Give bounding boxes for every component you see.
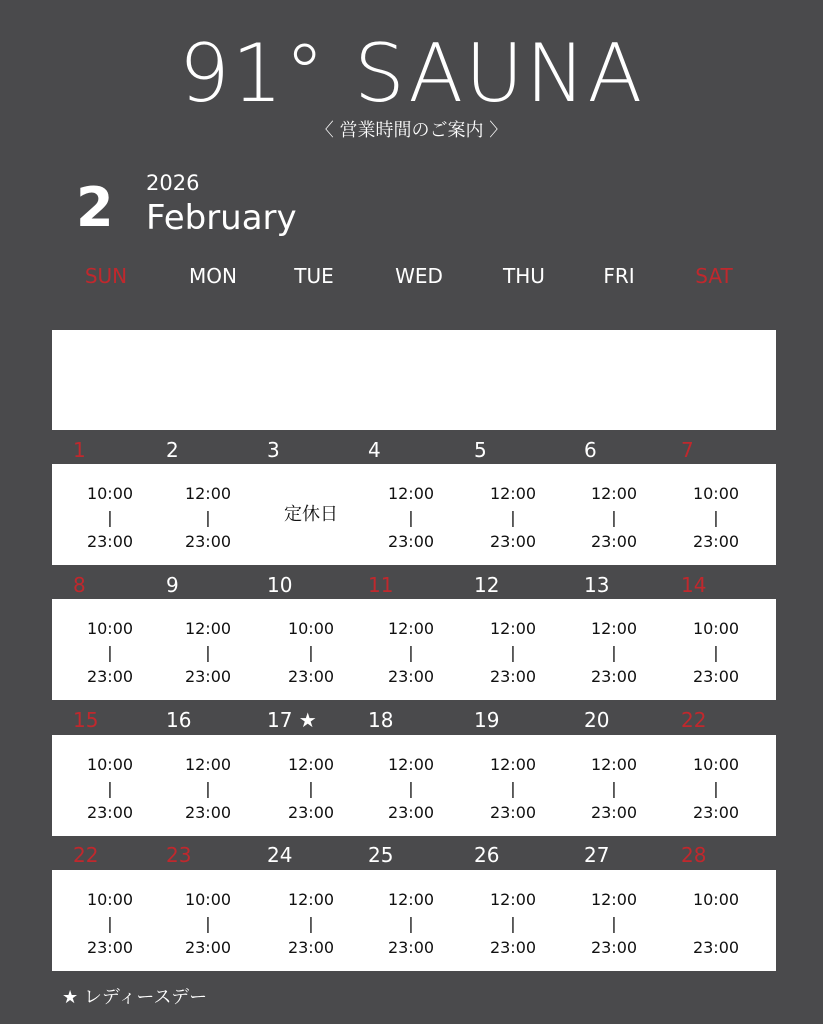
close-time: 23:00 [692,532,740,551]
close-time: 23:00 [86,938,134,957]
open-time: 12:00 [590,890,638,909]
day-hours [361,482,461,554]
close-time: 23:00 [692,803,740,822]
close-time: 23:00 [86,803,134,822]
date-number: 28 [681,843,707,867]
date-number: 20 [584,708,610,732]
time-separator: | [510,914,516,933]
weekday-sun: SUN [84,264,128,288]
time-separator: | [205,508,211,527]
close-time: 23:00 [184,532,232,551]
day-hours [60,482,160,554]
time-separator: | [510,508,516,527]
time-separator: | [205,779,211,798]
date-number: 14 [681,573,707,597]
day-hours [261,753,361,825]
time-separator: | [308,779,314,798]
open-time: 10:00 [86,890,134,909]
open-time: 12:00 [590,484,638,503]
close-time: 23:00 [287,938,335,957]
time-separator: | [611,914,617,933]
date-number: 24 [267,843,293,867]
close-time: 23:00 [590,532,638,551]
date-number: 23 [166,843,192,867]
day-hours [158,482,258,554]
date-number: 12 [474,573,500,597]
time-separator: | [713,508,719,527]
day-hours [60,753,160,825]
close-time: 23:00 [489,803,537,822]
open-time: 12:00 [184,619,232,638]
time-separator: | [107,508,113,527]
open-time: 10:00 [86,755,134,774]
open-time: 12:00 [287,890,335,909]
logo: 91° SAUNA [178,27,645,120]
week-row [52,735,776,836]
open-time: 12:00 [489,619,537,638]
day-hours [463,482,563,554]
time-separator: | [308,914,314,933]
close-time: 23:00 [184,803,232,822]
date-number: 6 [584,438,597,462]
close-time: 23:00 [489,667,537,686]
date-number: 22 [681,708,707,732]
day-hours [463,753,563,825]
time-separator: | [510,779,516,798]
open-time: 12:00 [387,484,435,503]
open-time: 12:00 [184,484,232,503]
weekday-wed: WED [395,264,443,288]
time-separator: | [510,643,516,662]
day-hours [564,617,664,689]
open-time: 12:00 [387,619,435,638]
close-time: 23:00 [287,803,335,822]
date-number: 7 [681,438,694,462]
day-hours [261,504,361,526]
close-time: 23:00 [86,532,134,551]
time-separator: | [107,643,113,662]
open-time: 12:00 [184,755,232,774]
close-time: 23:00 [387,667,435,686]
date-number: 5 [474,438,487,462]
time-separator: | [107,914,113,933]
time-separator: | [107,779,113,798]
date-number: 22 [73,843,99,867]
date-number: 19 [474,708,500,732]
date-number: 4 [368,438,381,462]
weekday-thu: THU [503,264,545,288]
date-number: 2 [166,438,179,462]
week-row [52,599,776,700]
day-hours [158,617,258,689]
date-number: 15 [73,708,99,732]
day-hours [60,888,160,960]
date-number: 10 [267,573,293,597]
date-number: 18 [368,708,394,732]
close-time: 23:00 [184,667,232,686]
close-time: 23:00 [590,803,638,822]
day-hours [463,617,563,689]
time-separator: | [408,779,414,798]
weekday-sat: SAT [695,264,733,288]
open-time: 10:00 [692,619,740,638]
close-time: 23:00 [287,667,335,686]
close-time: 23:00 [590,938,638,957]
day-hours [158,753,258,825]
time-separator: | [713,643,719,662]
open-time: 12:00 [287,755,335,774]
month-name: February [146,198,297,238]
year: 2026 [146,171,200,195]
date-number: 11 [368,573,394,597]
day-hours [666,753,766,825]
close-time: 23:00 [387,938,435,957]
open-time: 10:00 [692,890,740,909]
open-time: 12:00 [387,890,435,909]
date-number: 3 [267,438,280,462]
date-number: 8 [73,573,86,597]
week-row [52,870,776,971]
weekday-fri: FRI [603,264,635,288]
open-time: 10:00 [692,755,740,774]
time-separator [666,912,766,936]
time-separator: | [713,779,719,798]
time-separator: | [205,643,211,662]
open-time: 10:00 [287,619,335,638]
day-hours [564,482,664,554]
empty-week-row [52,330,776,430]
day-hours [361,753,461,825]
close-time: 23:00 [489,532,537,551]
time-separator: | [408,914,414,933]
date-number: 13 [584,573,610,597]
time-separator: | [611,643,617,662]
close-time: 23:00 [387,803,435,822]
subtitle: 〈 営業時間のご案内 〉 [315,120,508,141]
day-hours [564,753,664,825]
time-separator: | [205,914,211,933]
date-number: 9 [166,573,179,597]
time-separator: | [308,643,314,662]
month-number: 2 [76,176,114,239]
open-time: 12:00 [590,755,638,774]
legend: ★ レディースデー [62,987,208,1008]
close-time: 23:00 [692,938,740,957]
open-time: 12:00 [489,890,537,909]
day-hours [261,888,361,960]
close-time: 23:00 [184,938,232,957]
date-number: 17 ★ [267,708,317,732]
close-time: 23:00 [387,532,435,551]
open-time: 10:00 [86,484,134,503]
close-time: 23:00 [692,667,740,686]
close-time: 23:00 [489,938,537,957]
open-time: 10:00 [86,619,134,638]
day-hours [564,888,664,960]
closed-label: 定休日 [284,504,338,525]
weekday-mon: MON [189,264,237,288]
close-time: 23:00 [86,667,134,686]
open-time: 12:00 [387,755,435,774]
day-hours [158,888,258,960]
open-time: 12:00 [590,619,638,638]
date-number: 16 [166,708,192,732]
day-hours [261,617,361,689]
date-number: 27 [584,843,610,867]
day-hours [361,888,461,960]
day-hours [361,617,461,689]
time-separator: | [611,779,617,798]
time-separator: | [611,508,617,527]
open-time: 12:00 [489,755,537,774]
time-separator: | [408,508,414,527]
time-separator: | [408,643,414,662]
week-row [52,464,776,565]
date-number: 26 [474,843,500,867]
weekday-tue: TUE [294,264,334,288]
day-hours [463,888,563,960]
day-hours [666,482,766,554]
open-time: 10:00 [692,484,740,503]
date-number: 25 [368,843,394,867]
open-time: 10:00 [184,890,232,909]
day-hours [666,617,766,689]
date-number: 1 [73,438,86,462]
day-hours [666,888,766,960]
open-time: 12:00 [489,484,537,503]
close-time: 23:00 [590,667,638,686]
day-hours [60,617,160,689]
